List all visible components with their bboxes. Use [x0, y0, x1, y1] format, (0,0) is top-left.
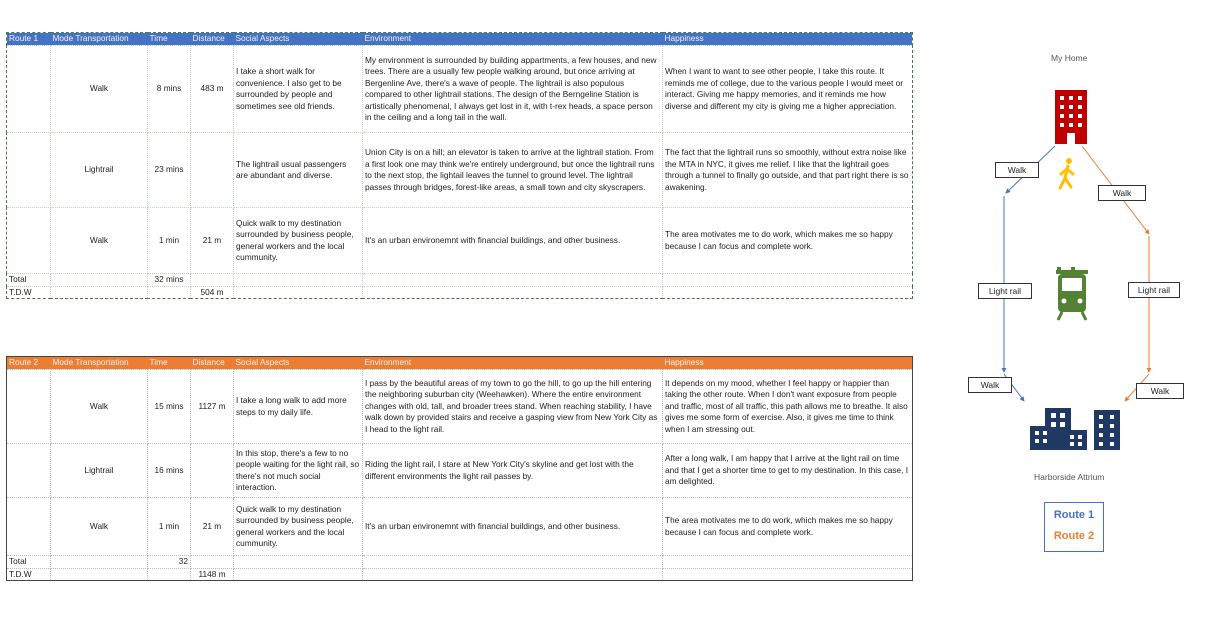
route2-header-route: Route 2 [7, 357, 51, 370]
route2-header-happiness: Happiness [663, 357, 913, 370]
happiness-cell: The area motivates me to do work, which makes me so happy because I can focus and complete work. [663, 208, 913, 274]
distance-cell: 483 m [191, 46, 234, 133]
tdw-value: 1148 m [191, 568, 234, 581]
destination-label: Harborside Attrium [1034, 472, 1105, 482]
total-label: Total [7, 274, 51, 287]
route2-header-mode: Mode Transportation [51, 357, 148, 370]
tdw-value: 504 m [191, 286, 234, 299]
home-label: My Home [1051, 53, 1088, 63]
distance-cell: 21 m [191, 208, 234, 274]
time-cell: 1 min [148, 208, 191, 274]
home-building-icon [1055, 90, 1087, 144]
route1-header-social: Social Aspects [234, 33, 363, 46]
mode-cell: Lightrail [51, 133, 148, 208]
social-cell: Quick walk to my destination surrounded by business people, general workers and the local cummunity. [234, 208, 363, 274]
happiness-cell: The fact that the lightrail runs so smoothly, without extra noise like the MTA in NYC, it gives me relief. I like that the lightrail goes through a tunnel to finally go outside, and that part right there is so awakening. [663, 133, 913, 208]
office-buildings-icon [1030, 408, 1120, 450]
happiness-cell: After a long walk, I am happy that I arrive at the light rail on time and that I get a shorter time to get to my destination. In this case, I am delighted. [663, 444, 913, 498]
mode-cell: Walk [51, 370, 148, 444]
distance-cell: 21 m [191, 498, 234, 556]
route2-header-time: Time [148, 357, 191, 370]
total-time: 32 [148, 556, 191, 569]
route1-header-route: Route 1 [7, 33, 51, 46]
time-cell: 23 mins [148, 133, 191, 208]
route1-lightrail-box: Light rail [978, 283, 1032, 299]
total-time: 32 mins [148, 274, 191, 287]
legend [1044, 502, 1104, 552]
route1-header-mode: Mode Transportation [51, 33, 148, 46]
route2-header-environment: Environment [363, 357, 663, 370]
happiness-cell: When I want to want to see other people, I take this route. It reminds me of college, due to the various people I would meet or interact. Giving me happy memories, and it reminds me how diverse and different my city is giving me a higher appreciation. [663, 46, 913, 133]
environment-cell: I pass by the beautiful areas of my town to go the hill, to go up the hill entering the neighboring suburban city (Weehawken). Where the entire environment changes with old, tall, and broader trees stand. When reaching stability, I have walk down by provided stairs and receive a gasping view from New York City as I head to the light rail. [363, 370, 663, 444]
time-cell: 1 min [148, 498, 191, 556]
route2-header-distance: Distance [191, 357, 234, 370]
route2-walk-top-box: Walk [1098, 185, 1146, 201]
train-icon [1056, 267, 1088, 320]
route1-header-distance: Distance [191, 33, 234, 46]
time-cell: 8 mins [148, 46, 191, 133]
happiness-cell: It depends on my mood, whether I feel happy or happier than taking the other route. When I don't want exposure from people and traffic, most of all traffic, this path allows me to breathe. It also gives me some form of exercise. Also, it gives me time to think when I am stressing out. [663, 370, 913, 444]
route1-header-environment: Environment [363, 33, 663, 46]
social-cell: I take a short walk for convenience. I also get to be surrounded by people and sometimes see old friends. [234, 46, 363, 133]
legend-route1: Route 1 [1053, 509, 1095, 521]
route1-walk-bottom-box: Walk [968, 377, 1012, 393]
time-cell: 15 mins [148, 370, 191, 444]
walking-person-icon [1060, 158, 1073, 188]
legend-route2: Route 2 [1053, 530, 1095, 542]
route2-lightrail-box: Light rail [1128, 282, 1180, 298]
time-cell: 16 mins [148, 444, 191, 498]
social-cell: I take a long walk to add more steps to my daily life. [234, 370, 363, 444]
total-label: Total [7, 556, 51, 569]
social-cell: In this stop, there's a few to no people waiting for the light rail, so there's not much social interaction. [234, 444, 363, 498]
route1-header-time: Time [148, 33, 191, 46]
tdw-label: T.D.W [7, 568, 51, 581]
mode-cell: Lightrail [51, 444, 148, 498]
environment-cell: It's an urban environemnt with financial buildings, and other business. [363, 498, 663, 556]
distance-cell: 1127 m [191, 370, 234, 444]
route1-header-happiness: Happiness [663, 33, 913, 46]
route2-walk-bottom-box: Walk [1136, 383, 1184, 399]
mode-cell: Walk [51, 498, 148, 556]
route1-walk-top-box: Walk [995, 162, 1039, 178]
environment-cell: It's an urban environemnt with financial buildings, and other business. [363, 208, 663, 274]
mode-cell: Walk [51, 46, 148, 133]
environment-cell: Riding the light rail, I stare at New York City's skyline and get lost with the different environments the light rail passes by. [363, 444, 663, 498]
mode-cell: Walk [51, 208, 148, 274]
tdw-label: T.D.W [7, 286, 51, 299]
social-cell: Quick walk to my destination surrounded by business people, general workers and the local cummunity. [234, 498, 363, 556]
route2-header-social: Social Aspects [234, 357, 363, 370]
environment-cell: My environment is surrounded by building appartments, a few houses, and new trees. There are a usually few people walking around, but once arriving at Bergenline Ave, there's a wave of people. The lightrail is also populous compared to other lightrail stations. The design of the Berngeline Station is artistically phenomenal, I always get lost in it, with t-rex heads, a space person in the ceiling and a long tail in the wall. [363, 46, 663, 133]
environment-cell: Union City is on a hill; an elevator is taken to arrive at the lightrail station. From a first look one may think we're entirely underground, but once the lightrail runs to the next stop, the lightail leaves the tunnel to ground level. The lightrail passes through bridges, forest-like areas, a small town and city skyscrapers. [363, 133, 663, 208]
social-cell: The lightrail usual passengers are abundant and diverse. [234, 133, 363, 208]
happiness-cell: The area motivates me to do work, which makes me so happy because I can focus and complete work. [663, 498, 913, 556]
